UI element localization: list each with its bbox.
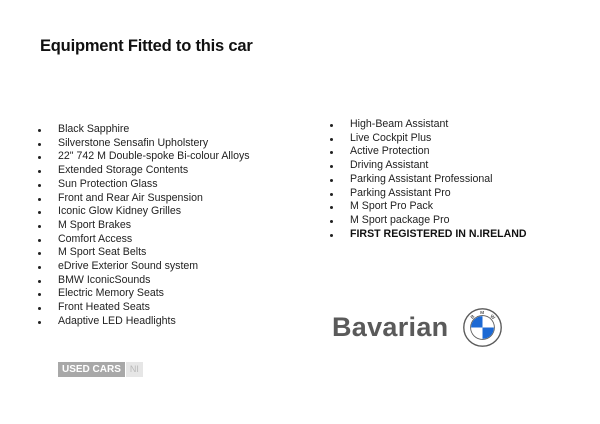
page-title: Equipment Fitted to this car: [40, 37, 253, 55]
list-item: Parking Assistant Professional: [330, 173, 527, 187]
equipment-list-right: [330, 118, 527, 241]
list-item: Sun Protection Glass: [38, 178, 250, 192]
list-item: Live Cockpit Plus: [330, 132, 527, 146]
registration-note: FIRST REGISTERED IN N.IRELAND: [330, 228, 527, 242]
list-item: Front Heated Seats: [38, 301, 250, 315]
badge-region: NI: [126, 362, 143, 377]
list-item: Comfort Access: [38, 233, 250, 247]
list-item: Electric Memory Seats: [38, 287, 250, 301]
equipment-list-left: [38, 123, 250, 329]
used-cars-badge: [58, 362, 143, 377]
dealer-name: Bavarian: [332, 312, 449, 342]
svg-text:B: B: [470, 314, 477, 321]
list-item: Silverstone Sensafin Upholstery: [38, 137, 250, 151]
badge-label: USED CARS: [58, 362, 125, 377]
list-item: Driving Assistant: [330, 159, 527, 173]
list-item: Parking Assistant Pro: [330, 187, 527, 201]
list-item: Active Protection: [330, 145, 527, 159]
list-item: BMW IconicSounds: [38, 274, 250, 288]
svg-text:M: M: [480, 311, 485, 317]
list-item: Front and Rear Air Suspension: [38, 192, 250, 206]
list-item: M Sport Brakes: [38, 219, 250, 233]
bmw-roundel-icon: [463, 308, 502, 347]
list-item: Iconic Glow Kidney Grilles: [38, 205, 250, 219]
dealer-logo: [332, 308, 502, 347]
list-item: High-Beam Assistant: [330, 118, 527, 132]
list-item: Adaptive LED Headlights: [38, 315, 250, 329]
list-item: M Sport Seat Belts: [38, 246, 250, 260]
list-item: 22" 742 M Double-spoke Bi-colour Alloys: [38, 150, 250, 164]
list-item: Extended Storage Contents: [38, 164, 250, 178]
list-item: Black Sapphire: [38, 123, 250, 137]
list-item: eDrive Exterior Sound system: [38, 260, 250, 274]
svg-text:W: W: [489, 314, 496, 322]
list-item: M Sport package Pro: [330, 214, 527, 228]
list-item: M Sport Pro Pack: [330, 200, 527, 214]
